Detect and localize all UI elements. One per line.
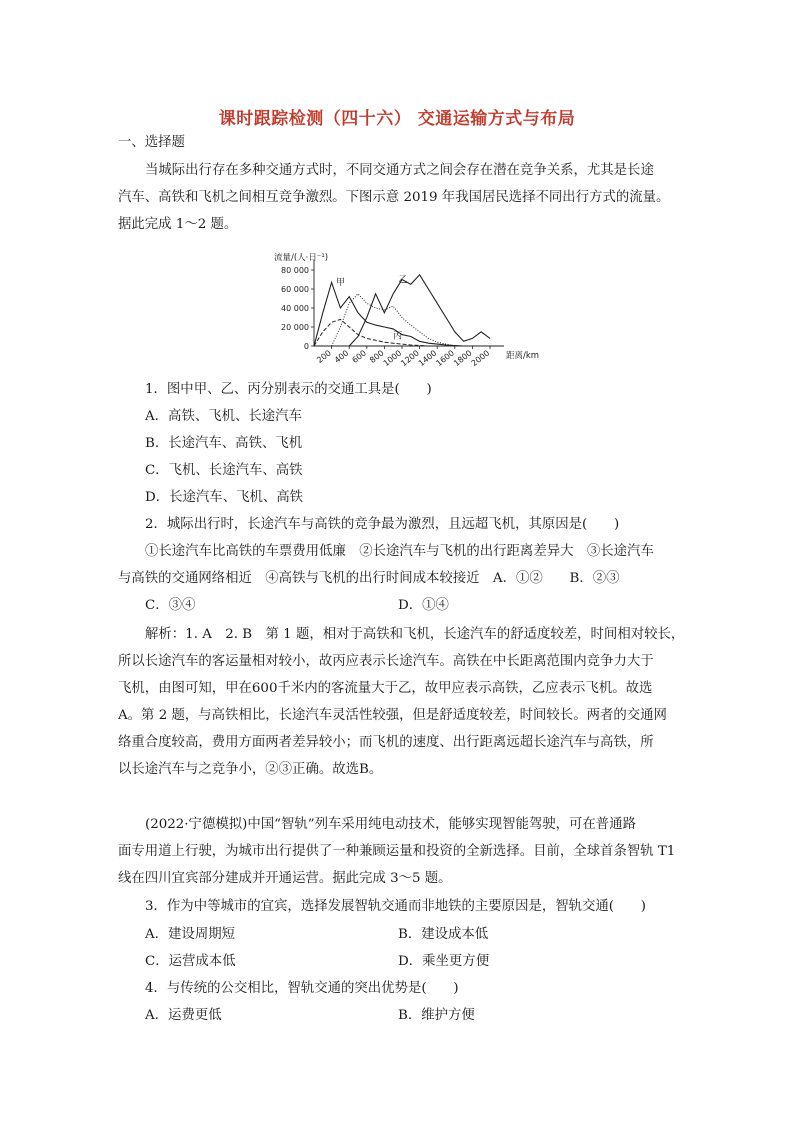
y-tick-label: 80 000	[281, 266, 309, 275]
y-tick-label: 60 000	[281, 285, 309, 294]
flow-chart	[262, 248, 562, 368]
passage-2-line-2: 面专用道上行驶，为城市出行提供了一种兼顾运量和投资的全新选择。目前，全球首条智轨 T1	[118, 844, 676, 859]
x-tick-label: 2000	[469, 348, 492, 368]
question-2-line-1: ①长途汽车比高铁的车票费用低廉 ②长途汽车与飞机的出行距离差异大 ③长途汽车	[145, 544, 654, 559]
y-axis-label: 流量/(人·日⁻¹)	[274, 253, 329, 263]
question-2-option-c: C．③④	[145, 598, 196, 613]
x-tick-label: 600	[350, 348, 369, 365]
series-label: 丙	[393, 331, 403, 342]
analysis-line-3: 飞机，由图可知，甲在600千米内的客流量大于乙，故甲应表示高铁，乙应表示飞机。故选	[118, 681, 653, 696]
question-1-option-c: C．飞机、长途汽车、高铁	[145, 463, 303, 478]
page-title: 课时跟踪检测（四十六） 交通运输方式与布局	[218, 109, 576, 129]
question-4-stem: 4．与传统的公交相比，智轨交通的突出优势是( )	[145, 981, 459, 996]
x-tick-label: 1800	[452, 348, 474, 368]
x-tick-label: 1000	[381, 348, 404, 368]
series-label: 甲	[336, 278, 346, 289]
x-tick-label: 1200	[399, 348, 421, 368]
intro-line-3: 据此完成 1～2 题。	[118, 217, 238, 232]
y-tick-label: 40 000	[281, 304, 309, 313]
analysis-line-5: 络重合度较高，费用方面两者差异较小；而飞机的速度、出行距离远超长途汽车与高铁，所	[118, 735, 654, 750]
x-tick-label: 800	[368, 348, 386, 365]
analysis-line-1: 解析：1. A 2. B 第 1 题，相对于高铁和飞机，长途汽车的舒适度较差，时间相对较长，	[145, 627, 685, 642]
question-3-stem: 3．作为中等城市的宜宾，选择发展智轨交通而非地铁的主要原因是，智轨交通( )	[145, 899, 647, 914]
question-2-stem: 2．城际出行时，长途汽车与高铁的竞争最为激烈，且远超飞机，其原因是( )	[145, 517, 620, 532]
question-4-option-b: B．维护方便	[398, 1008, 475, 1023]
series-line	[349, 275, 490, 346]
question-1-stem: 1．图中甲、乙、丙分别表示的交通工具是( )	[145, 382, 432, 397]
passage-2-line-3: 线在四川宜宾部分建成并开通运营。据此完成 3～5 题。	[118, 871, 452, 886]
y-tick-label: 20 000	[281, 323, 309, 332]
question-2-option-d: D．①④	[398, 598, 449, 613]
section-heading: 一、选择题	[118, 135, 185, 150]
question-4-option-a: A．运费更低	[145, 1008, 222, 1023]
question-3-option-a: A．建设周期短	[145, 927, 236, 942]
x-tick-label: 200	[315, 348, 333, 365]
question-1-option-d: D．长途汽车、飞机、高铁	[145, 490, 304, 505]
analysis-line-6: 以长途汽车与之竞争小，②③正确。故选B。	[118, 762, 383, 777]
passage-2-line-1: (2022·宁德模拟)中国“智轨”列车采用纯电动技术，能够实现智能驾驶，可在普通路	[145, 817, 636, 832]
question-2-line-2: 与高铁的交通网络相近 ④高铁与飞机的出行时间成本较接近 A．①② B．②③	[118, 571, 620, 586]
question-3-option-b: B．建设成本低	[398, 927, 489, 942]
series-label: 乙	[398, 275, 408, 286]
x-tick-label: 1600	[434, 348, 457, 368]
x-axis-label: 距离/km	[506, 351, 540, 361]
y-tick-label: 0	[303, 342, 309, 351]
question-1-option-a: A．高铁、飞机、长途汽车	[145, 409, 302, 424]
intro-line-1: 当城际出行存在多种交通方式时，不同交通方式之间会存在潜在竞争关系，尤其是长途	[145, 163, 654, 178]
question-3-option-c: C．运营成本低	[145, 954, 236, 969]
x-tick-label: 1400	[416, 348, 439, 368]
question-3-option-d: D．乘坐更方便	[398, 954, 490, 969]
analysis-line-2: 所以长途汽车的客运量相对较小，故丙应表示长途汽车。高铁在中长距离范围内竞争力大于	[118, 654, 654, 669]
question-1-option-b: B．长途汽车、高铁、飞机	[145, 436, 303, 451]
x-tick-label: 400	[332, 348, 351, 365]
analysis-line-4: A。第 2 题，与高铁相比，长途汽车灵活性较强，但是舒适度较差，时间较长。两者的交通网	[118, 708, 667, 723]
intro-line-2: 汽车、高铁和飞机之间相互竞争激烈。下图示意 2019 年我国居民选择不同出行方式的流量。	[118, 190, 670, 205]
